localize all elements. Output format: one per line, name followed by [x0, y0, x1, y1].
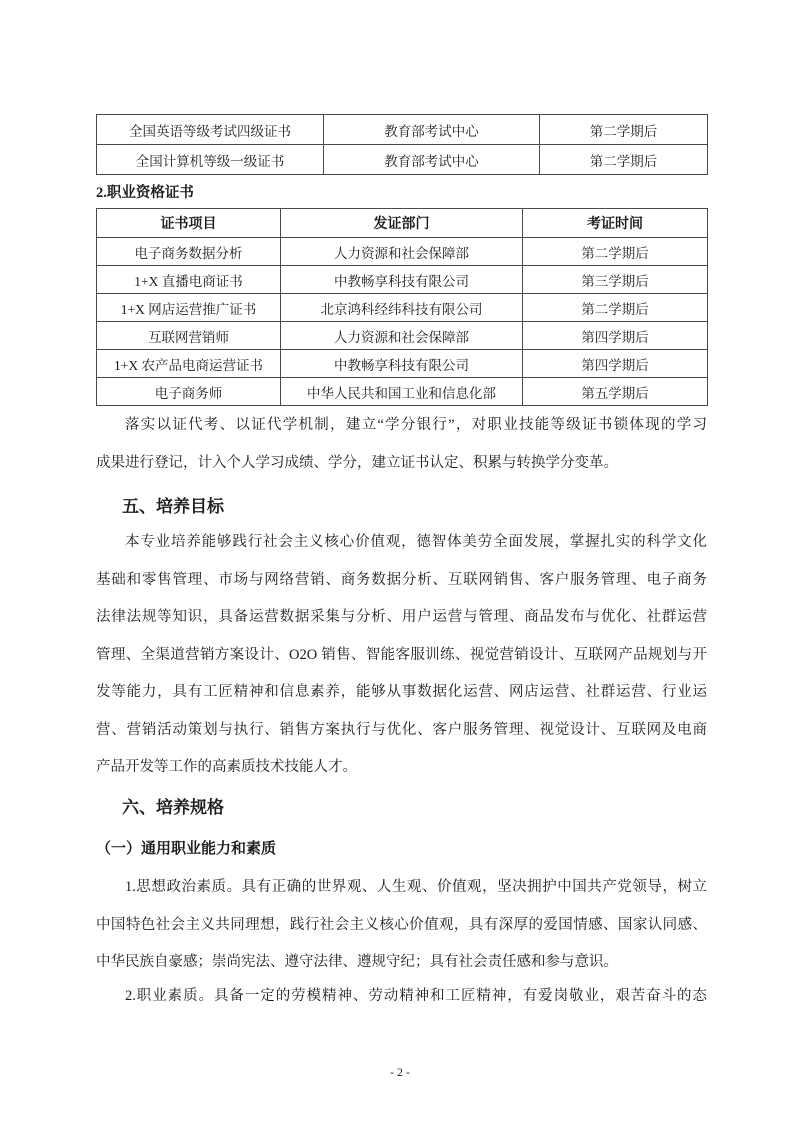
table-cell: 互联网营销师: [97, 322, 281, 350]
paragraph-line: 营、营销活动策划与执行、销售方案执行与优化、客户服务管理、视觉设计、互联网及电商: [96, 721, 707, 738]
table-row: [97, 115, 708, 145]
paragraph-line: 1.思想政治素质。具有正确的世界观、人生观、价值观，坚决拥护中国共产党领导，树立: [125, 879, 707, 895]
table-cell: 人力资源和社会保障部: [281, 322, 523, 350]
table-row: [97, 238, 708, 266]
paragraph-line: 产品开发等工作的高素质技术技能人才。: [96, 759, 357, 775]
paragraph-line: 法律法规等知识，具备运营数据采集与分析、用户运营与管理、商品发布与优化、社群运营: [96, 609, 707, 625]
heading-training-spec: 六、培养规格: [122, 798, 224, 817]
table-cell: 全国英语等级考试四级证书: [97, 115, 324, 145]
paragraph-line: 成果进行登记，计入个人学习成绩、学分，建立证书认定、积累与转换学分变革。: [96, 454, 618, 471]
table-cell: 第二学期后: [523, 238, 708, 266]
paragraph-line: 发等能力，具有工匠精神和信息素养，能够从事数据化运营、网店运营、社群运营、行业运: [96, 684, 707, 700]
table-cell: 全国计算机等级一级证书: [97, 145, 324, 175]
paragraph-line: 落实以证代考、以证代学机制，建立“学分银行”，对职业技能等级证书锁体现的学习: [125, 417, 707, 433]
table-cell: 第二学期后: [540, 115, 708, 145]
paragraph-line: 基础和零售管理、市场与网络营销、商务数据分析、互联网销售、客户服务管理、电子商务: [96, 571, 707, 588]
heading-general-ability: （一）通用职业能力和素质: [96, 841, 277, 857]
table-row: [97, 145, 708, 175]
heading-qualification-certificates: 2.职业资格证书: [96, 185, 194, 201]
table-cell: 电子商务数据分析: [97, 238, 281, 266]
table-cell: 人力资源和社会保障部: [281, 238, 523, 266]
table-row: [97, 378, 708, 406]
table-row: [97, 294, 708, 322]
table-cell: 中教畅享科技有限公司: [281, 350, 523, 378]
table-cell: 北京鸿科经纬科技有限公司: [281, 294, 523, 322]
certificate-table-continuation: [96, 114, 708, 175]
paragraph-professional-quality: [96, 978, 707, 1016]
table-header-cell: 考证时间: [523, 209, 708, 238]
table-cell: 1+X 直播电商证书: [97, 266, 281, 294]
table-row: [97, 350, 708, 378]
table-cell: 第五学期后: [523, 378, 708, 406]
qualification-certificate-table: [96, 208, 708, 406]
paragraph-line: 中国特色社会主义共同理想，践行社会主义核心价值观，具有深厚的爱国情感、国家认同感、: [96, 916, 707, 933]
table-cell: 中华人民共和国工业和信息化部: [281, 378, 523, 406]
table-cell: 第二学期后: [523, 294, 708, 322]
table-cell: 电子商务师: [97, 378, 281, 406]
page-number: - 2 -: [390, 1065, 410, 1079]
table-cell: 第二学期后: [540, 145, 708, 175]
paragraph-training-goal: [96, 524, 707, 787]
table-cell: 教育部考试中心: [324, 145, 540, 175]
table-cell: 第四学期后: [523, 322, 708, 350]
paragraph-ideology-quality: [96, 869, 707, 982]
table-header-cell: 证书项目: [97, 209, 281, 238]
paragraph-line: 本专业培养能够践行社会主义核心价值观，德智体美劳全面发展，掌握扎实的科学文化: [125, 534, 707, 550]
paragraph-line: 中华民族自豪感；崇尚宪法、遵守法律、遵规守纪；具有社会责任感和参与意识。: [96, 954, 618, 970]
table-cell: 中教畅享科技有限公司: [281, 266, 523, 294]
paragraph-line: 管理、全渠道营销方案设计、O2O 销售、智能客服训练、视觉营销设计、互联网产品规划与开: [96, 646, 707, 663]
table-cell: 1+X 网店运营推广证书: [97, 294, 281, 322]
table-row: [97, 322, 708, 350]
paragraph-line: 2.职业素质。具备一定的劳模精神、劳动精神和工匠精神，有爱岗敬业，艰苦奋斗的态: [125, 988, 707, 1004]
table-cell: 第三学期后: [523, 266, 708, 294]
paragraph-credit-bank: [96, 407, 707, 482]
table-header-row: [97, 209, 708, 238]
heading-training-goal: 五、培养目标: [122, 497, 224, 516]
table-cell: 教育部考试中心: [324, 115, 540, 145]
table-cell: 1+X 农产品电商运营证书: [97, 350, 281, 378]
table-cell: 第四学期后: [523, 350, 708, 378]
table-header-cell: 发证部门: [281, 209, 523, 238]
table-row: [97, 266, 708, 294]
